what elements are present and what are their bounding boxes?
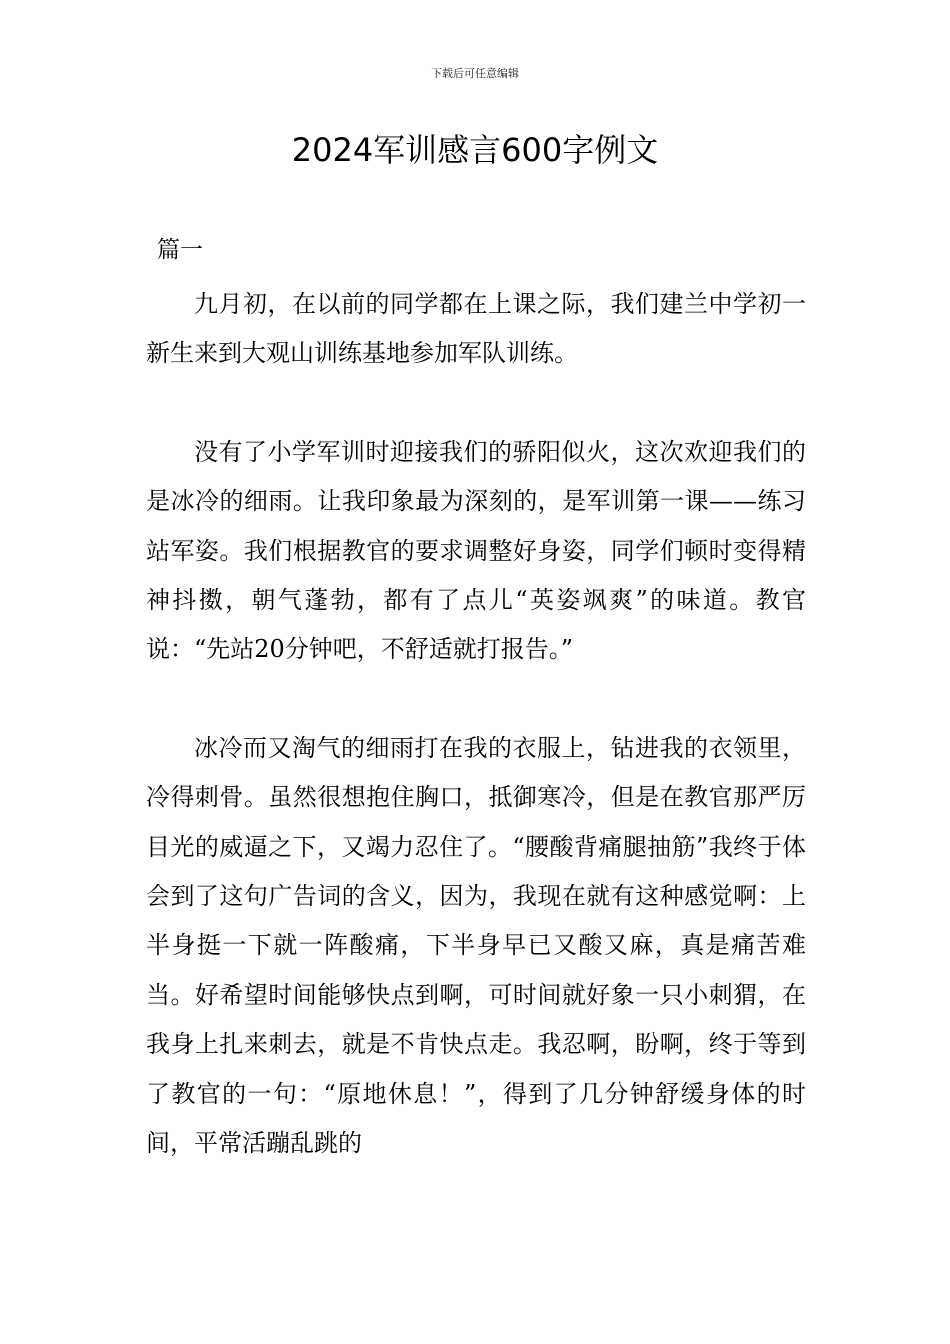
paragraph-3: 冰冷而又淘气的细雨打在我的衣服上，钻进我的衣领里，冷得刺骨。虽然很想抱住胸口，抵御寒冷，但是在教官那严厉目光的威逼之下，又竭力忍住了。“腰酸背痛腿抽筋”我终于体会到了这句广告词的含义，因为，我现在就有这种感觉啊：上半身挺一下就一阵酸痛，下半身早已又酸又麻，真是痛苦难当。好希望时间能够快点到啊，可时间就好象一只小刺猬，在我身上扎来刺去，就是不肯快点走。我忍啊，盼啊，终于等到了教官的一句：“原地休息！”，得到了几分钟舒缓身体的时间，平常活蹦乱跳的	[146, 733, 806, 1158]
header-note: 下载后可任意编辑	[431, 67, 519, 80]
paragraph-1: 九月初，在以前的同学都在上课之际，我们建兰中学初一新生来到大观山训练基地参加军队训练。	[146, 290, 806, 368]
document-title: 2024军训感言600字例文	[291, 131, 659, 169]
document-body	[146, 280, 806, 1169]
section-label: 篇一	[157, 237, 203, 263]
paragraph-2: 没有了小学军训时迎接我们的骄阳似火，这次欢迎我们的是冰冷的细雨。让我印象最为深刻的，是军训第一课——练习站军姿。我们根据教官的要求调整好身姿，同学们顿时变得精神抖擞，朝气蓬勃，都有了点儿“英姿飒爽”的味道。教官说：“先站20分钟吧，不舒适就打报告。”	[146, 437, 806, 664]
